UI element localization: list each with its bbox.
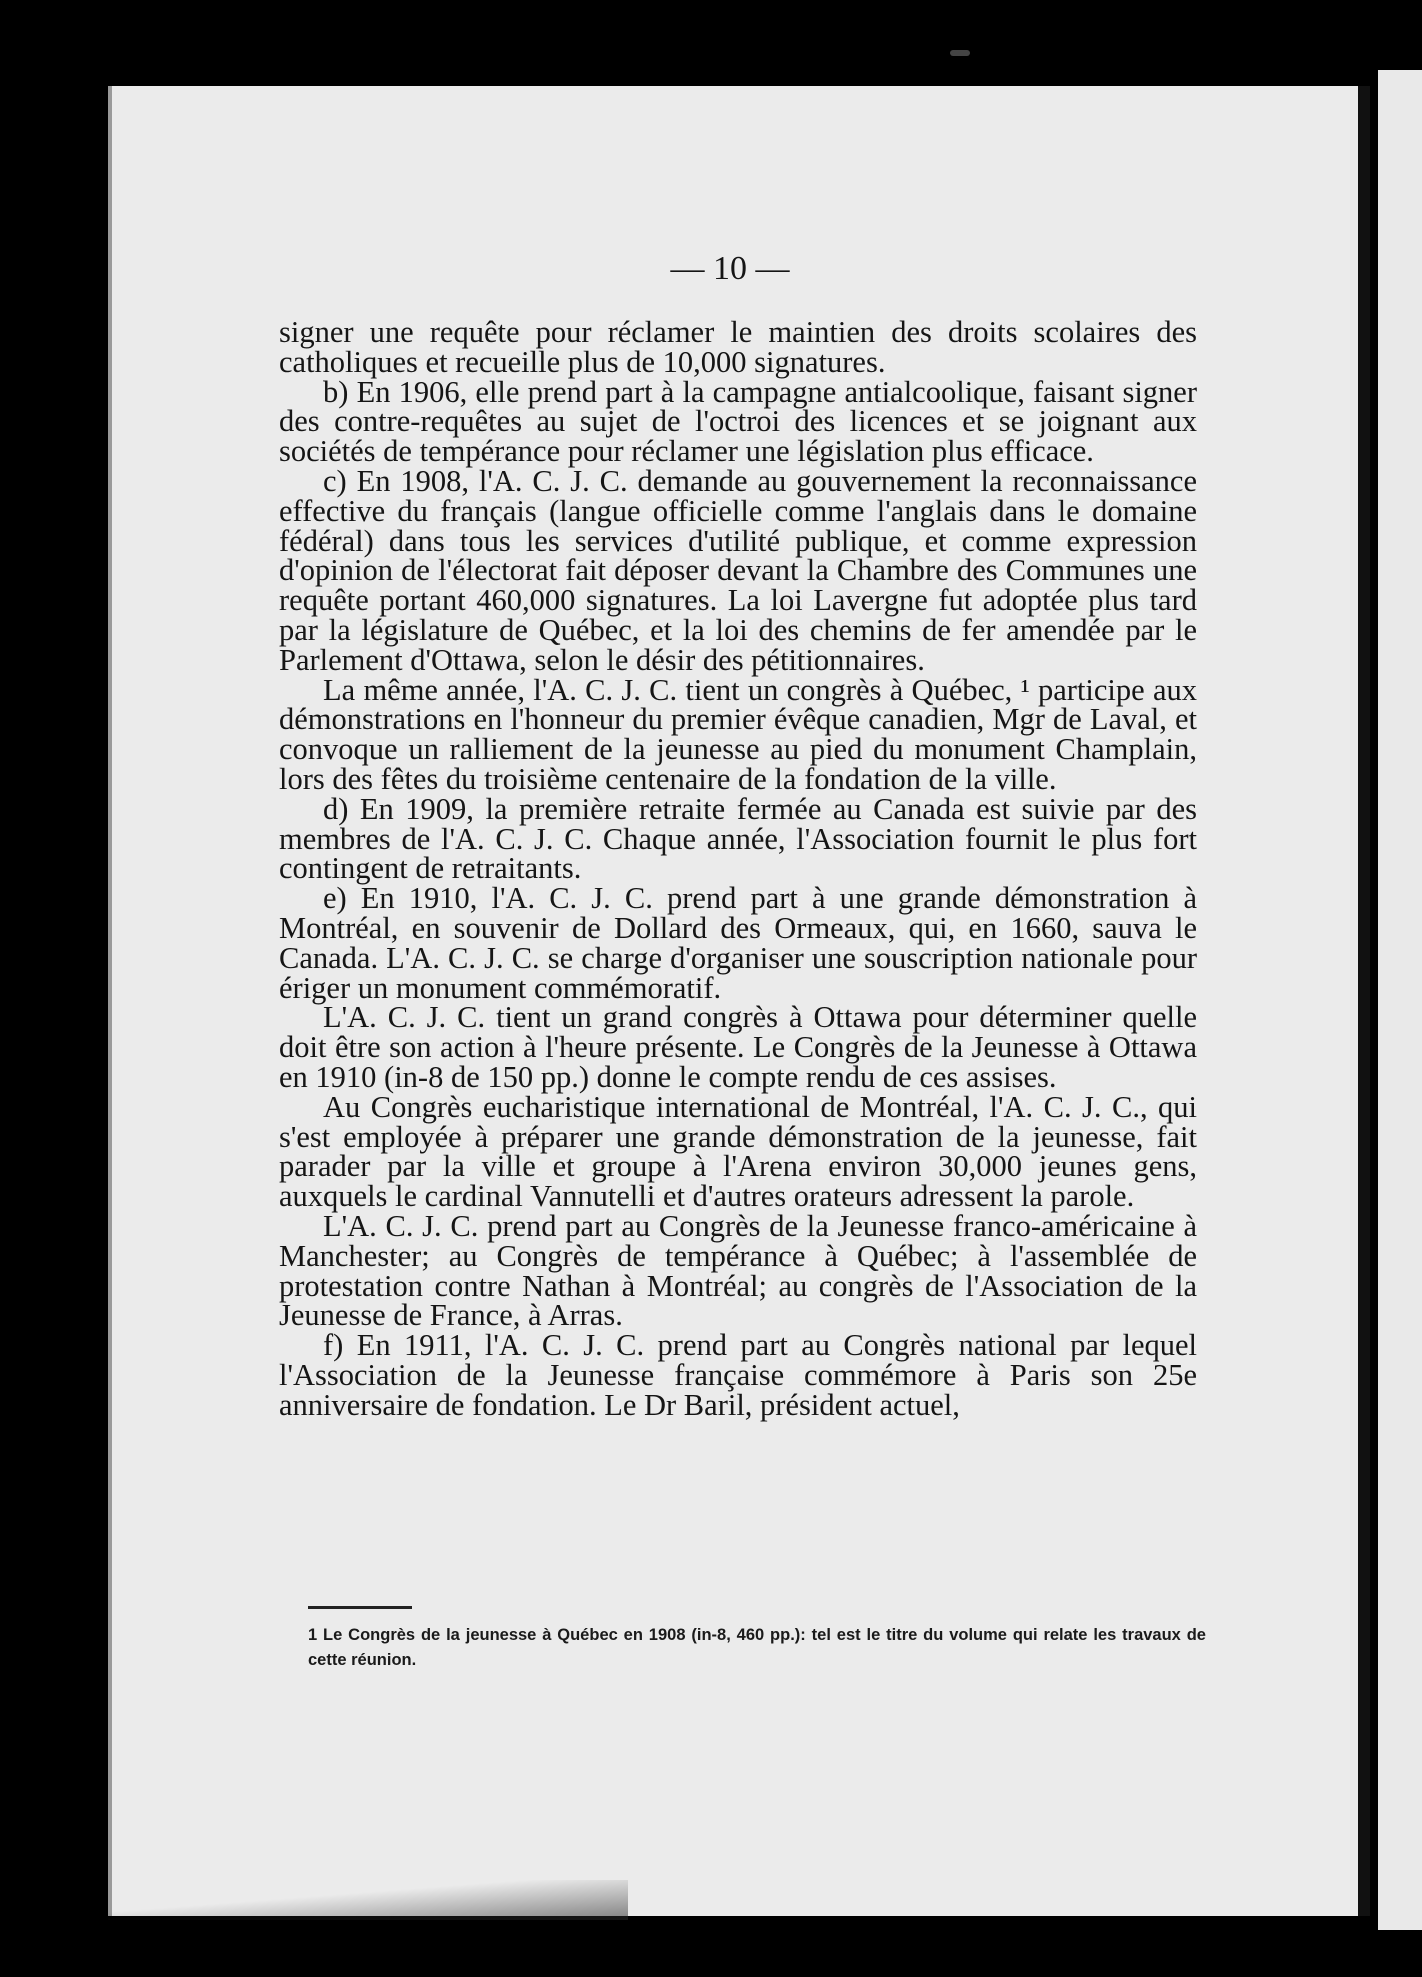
footnote: 1 Le Congrès de la jeunesse à Québec en 1908 (in-8, 460 pp.): tel est le titre du volume qui relate les travaux de cette réunion. [308, 1626, 1206, 1669]
body-text [279, 315, 1197, 1422]
paragraph: c) En 1908, l'A. C. J. C. demande au gouvernement la reconnaissance effective du français (langue officielle comme l'anglais dans le domaine fédéral) dans tous les services d'utilité publique, et comme expression d'opinion de l'électorat fait déposer devant la Chambre des Communes une requête portant 460,000 signatures. La loi Lavergne fut adoptée plus tard par la législature de Québec, et la loi des chemins de fer amendée par le Parlement d'Ottawa, selon le désir des pétitionnaires. [279, 463, 1197, 677]
paragraph: b) En 1906, elle prend part à la campagne antialcoolique, faisant signer des contre-requêtes au sujet de l'octroi des licences et se joignant aux sociétés de tempérance pour réclamer une législation plus efficace. [279, 374, 1197, 469]
page-number: — 10 — [670, 250, 790, 287]
paragraph: signer une requête pour réclamer le maintien des droits scolaires des catholiques et recueille plus de 10,000 signatures. [279, 315, 1197, 379]
paragraph: L'A. C. J. C. tient un grand congrès à Ottawa pour déterminer quelle doit être son action à l'heure présente. Le Congrès de la Jeunesse à Ottawa en 1910 (in-8 de 150 pp.) donne le compte rendu de ces assises. [279, 1000, 1197, 1094]
paragraph: d) En 1909, la première retraite fermée au Canada est suivie par des membres de l'A. C. J. C. Chaque année, l'Association fournit le plus fort contingent de retraitants. [279, 791, 1197, 886]
scan-speck [950, 50, 970, 56]
paragraph: La même année, l'A. C. J. C. tient un congrès à Québec, ¹ participe aux démonstrations en l'honneur du premier évêque canadien, Mgr de Laval, et convoque un ralliement de la jeunesse au pied du monument Champlain, lors des fêtes du troisième centenaire de la fondation de la ville. [279, 672, 1197, 796]
page-gutter-shadow [1358, 86, 1370, 1916]
paragraph: Au Congrès eucharistique international de Montréal, l'A. C. J. C., qui s'est employée à préparer une grande démonstration de la jeunesse, fait parader par la ville et groupe à l'Arena environ 30,000 jeunes gens, auxquels le cardinal Vannutelli et d'autres orateurs adressent la parole. [279, 1089, 1197, 1214]
footnote-divider [308, 1606, 412, 1609]
paragraph: f) En 1911, l'A. C. J. C. prend part au Congrès national par lequel l'Association de la Jeunesse française commémore à Paris son 25e anniversaire de fondation. Le Dr Baril, président actuel, [279, 1328, 1197, 1422]
paragraph: e) En 1910, l'A. C. J. C. prend part à une grande démonstration à Montréal, en souvenir de Dollard des Ormeaux, qui, en 1660, sauva le Canada. L'A. C. J. C. se charge d'organiser une souscription nationale pour ériger un monument commémoratif. [279, 881, 1197, 1005]
adjacent-page-edge [1378, 70, 1422, 1930]
paragraph: L'A. C. J. C. prend part au Congrès de la Jeunesse franco-américaine à Manchester; au Congrès de tempérance à Québec; à l'assemblée de protestation contre Nathan à Montréal; au congrès de l'Association de la Jeunesse de France, à Arras. [279, 1208, 1197, 1333]
page-curl-shadow [108, 1880, 628, 1920]
